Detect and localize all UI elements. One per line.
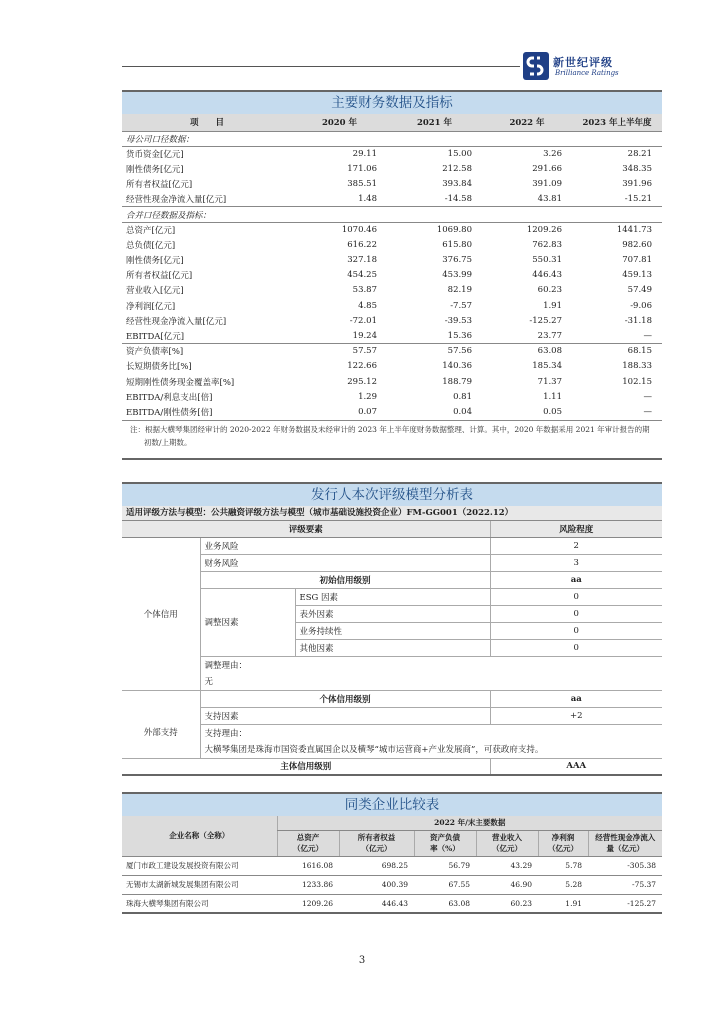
row-label: 净利润[亿元]: [126, 301, 176, 312]
table-row: [122, 161, 662, 176]
cell-value: -31.18: [624, 315, 652, 326]
table-row: [122, 588, 662, 605]
row-group-label: 外部支持: [122, 707, 200, 758]
cell-value: 82.19: [447, 285, 472, 296]
section-title: 发行人本次评级模型分析表: [122, 482, 662, 506]
cell-value: 385.51: [347, 179, 377, 190]
cell-value: 1070.46: [341, 224, 377, 235]
row-value: 大横琴集团是珠海市国资委直属国企以及横琴“城市运营商+产业发展商”，可获政府支持。: [200, 741, 662, 758]
column-header: 企业名称（全称）: [122, 816, 277, 856]
table-row: [122, 237, 662, 252]
brand-logo: [523, 52, 623, 82]
row-label: 经营性现金净流入量[亿元]: [126, 316, 227, 327]
cell-value: 71.37: [537, 376, 562, 387]
table-row: [122, 283, 662, 298]
table-row: [122, 741, 662, 758]
row-value: 无: [200, 673, 662, 690]
cell-value: 982.60: [622, 239, 652, 250]
cell-value: 56.79: [414, 856, 476, 875]
cell-value: 1209.26: [526, 224, 562, 235]
cell-value: 616.22: [347, 239, 377, 250]
row-label: 主体信用级别: [122, 758, 490, 775]
cell-value: -305.38: [588, 856, 662, 875]
cell-value: 57.57: [292, 344, 387, 359]
cell-value: 459.13: [622, 270, 652, 281]
cell-value: 185.34: [532, 361, 562, 372]
brand-name-cn: 新世纪评级: [553, 56, 613, 69]
cell-value: 23.77: [537, 330, 562, 341]
cell-value: -7.57: [450, 300, 472, 311]
row-value: 2: [490, 537, 662, 554]
cell-value: —: [643, 406, 652, 417]
row-label: 个体信用级别: [200, 690, 490, 707]
column-header: 经营性现金净流入 量（亿元）: [588, 830, 662, 856]
table-row: [122, 875, 662, 894]
cell-value: -14.58: [444, 194, 472, 205]
row-value: 0: [490, 622, 662, 639]
cell-value: 102.15: [622, 376, 652, 387]
column-group-header: 2022 年/末主要数据: [277, 816, 662, 830]
cell-value: 391.09: [532, 179, 562, 190]
financial-data-table: [122, 114, 662, 420]
cell-value: 19.24: [352, 330, 377, 341]
cell-value: 1.11: [543, 391, 562, 402]
peer-comparison-table: [122, 816, 662, 914]
row-label: EBITDA[亿元]: [126, 331, 185, 342]
cell-value: 453.99: [442, 270, 472, 281]
table-row: [122, 177, 662, 192]
cell-value: 53.87: [352, 285, 377, 296]
row-label: 刚性债务[亿元]: [126, 256, 184, 267]
financial-data-section: [122, 90, 662, 460]
cell-value: 1.91: [543, 300, 562, 311]
column-header: 总资产 （亿元）: [277, 830, 339, 856]
table-row: [122, 298, 662, 313]
table-note: [122, 420, 662, 458]
table-row: [122, 856, 662, 875]
cell-value: -39.53: [444, 315, 472, 326]
table-row: [122, 389, 662, 404]
column-header: 净利润 （亿元）: [538, 830, 588, 856]
row-label: 财务风险: [200, 554, 490, 571]
table-row: [122, 359, 662, 374]
cell-value: 454.25: [347, 270, 377, 281]
cell-value: 122.66: [347, 361, 377, 372]
row-label: ESG 因素: [295, 588, 490, 605]
row-label: 所有者权益[亿元]: [126, 180, 193, 191]
cell-value: 446.43: [339, 894, 414, 913]
table-row: [122, 724, 662, 741]
row-value: 0: [490, 588, 662, 605]
cell-value: —: [643, 330, 652, 341]
cell-value: -75.37: [588, 875, 662, 894]
table-row: [122, 571, 662, 588]
row-label: 总资产[亿元]: [126, 225, 176, 236]
row-label: 初始信用级别: [200, 571, 490, 588]
cell-value: 57.49: [627, 285, 652, 296]
cell-value: 1.29: [358, 391, 377, 402]
cell-value: 29.11: [352, 149, 377, 160]
column-header: 资产负债 率（%）: [414, 830, 476, 856]
cell-value: 393.84: [442, 179, 472, 190]
row-value: aa: [490, 571, 662, 588]
table-row: [122, 537, 662, 554]
row-label: 长短期债务比[%]: [126, 362, 192, 373]
group-header-row: [122, 207, 662, 222]
row-value: 0: [490, 639, 662, 656]
column-header: 2020 年: [292, 114, 387, 131]
cell-value: 391.96: [622, 179, 652, 190]
row-label: 所有者权益[亿元]: [126, 271, 193, 282]
rating-model-section: [122, 482, 662, 776]
row-value: AAA: [490, 758, 662, 775]
row-label: 经营性现金净流入量[亿元]: [126, 195, 227, 206]
cell-value: 60.23: [537, 285, 562, 296]
table-row: [122, 268, 662, 283]
cell-value: 57.56: [387, 344, 482, 359]
table-row: [122, 673, 662, 690]
row-label: 支持因素: [200, 707, 490, 724]
rating-model-table: [122, 521, 662, 776]
table-header-row: [122, 816, 662, 830]
cell-value: 46.90: [476, 875, 538, 894]
row-label: EBITDA/刚性债务[倍]: [126, 407, 213, 418]
cell-value: 3.26: [543, 149, 562, 160]
section-title: 同类企业比较表: [122, 792, 662, 816]
row-label: 货币资金[亿元]: [126, 150, 184, 161]
cell-value: 188.33: [622, 361, 652, 372]
row-label: 其他因素: [295, 639, 490, 656]
peer-comparison-section: [122, 792, 662, 914]
cell-value: 43.29: [476, 856, 538, 875]
cell-value: 28.21: [627, 149, 652, 160]
row-label: 刚性债务[亿元]: [126, 164, 184, 175]
cell-value: 4.85: [358, 300, 377, 311]
column-header: 营业收入 （亿元）: [476, 830, 538, 856]
table-header-row: [122, 521, 662, 537]
cell-value: 376.75: [442, 255, 472, 266]
cell-value: 1233.86: [277, 875, 339, 894]
row-label: 业务风险: [200, 537, 490, 554]
company-name: 厦门市政工建设发展投资有限公司: [122, 856, 277, 875]
table-row: [122, 690, 662, 707]
table-row: [122, 656, 662, 673]
cell-value: 0.81: [453, 391, 472, 402]
column-header: 所有者权益 （亿元）: [339, 830, 414, 856]
cell-value: 446.43: [532, 270, 562, 281]
table-header-row: [122, 114, 662, 131]
cell-value: 1.91: [538, 894, 588, 913]
table-row: [122, 146, 662, 161]
cell-value: 762.83: [532, 239, 562, 250]
cell-value: -125.27: [588, 894, 662, 913]
cell-value: -125.27: [529, 315, 562, 326]
cell-value: 188.79: [442, 376, 472, 387]
cell-value: 707.81: [622, 255, 652, 266]
cell-value: 67.55: [414, 875, 476, 894]
section-title: 主要财务数据及指标: [122, 90, 662, 114]
cell-value: 212.58: [442, 163, 472, 174]
row-label: EBITDA/利息支出[倍]: [126, 392, 213, 403]
column-header: 风险程度: [490, 521, 662, 537]
row-label: 资产负债率[%]: [122, 344, 292, 359]
row-value: 3: [490, 554, 662, 571]
cell-value: 0.04: [453, 406, 472, 417]
note-line: 初数/上期数。: [144, 437, 192, 447]
row-label: 总负债[亿元]: [126, 240, 176, 251]
cell-value: 60.23: [476, 894, 538, 913]
group-header-row: [122, 131, 662, 146]
cell-value: 1209.26: [277, 894, 339, 913]
column-header: 2022 年: [482, 114, 572, 131]
row-label: 短期刚性债务现金覆盖率[%]: [126, 377, 235, 388]
table-row: [122, 313, 662, 328]
table-row: [122, 554, 662, 571]
table-row: [122, 344, 662, 359]
cell-value: -9.06: [630, 300, 652, 311]
row-label: 业务持续性: [295, 622, 490, 639]
cell-value: 0.05: [543, 406, 562, 417]
cell-value: -72.01: [349, 315, 377, 326]
cell-value: 43.81: [537, 194, 562, 205]
cell-value: 15.00: [447, 149, 472, 160]
rating-method: 适用评级方法与模型：公共融资评级方法与模型（城市基础设施投资企业）FM-GG001（2022.12）: [122, 506, 662, 521]
cell-value: 698.25: [339, 856, 414, 875]
table-row: [122, 758, 662, 775]
cell-value: 68.15: [572, 344, 662, 359]
table-row: [122, 894, 662, 913]
company-name: 珠海大横琴集团有限公司: [122, 894, 277, 913]
row-value: 0: [490, 605, 662, 622]
row-label: 表外因素: [295, 605, 490, 622]
brand-logo-icon: [523, 52, 549, 80]
column-header: 2023 年上半年度: [572, 114, 662, 131]
page-number: 3: [358, 955, 366, 966]
cell-value: 63.08: [414, 894, 476, 913]
cell-value: 1.48: [358, 194, 377, 205]
row-label: 支持理由：: [200, 724, 662, 741]
row-value: +2: [490, 707, 662, 724]
cell-value: 295.12: [347, 376, 377, 387]
column-header: 项 目: [122, 114, 292, 131]
column-header: 评级要素: [122, 521, 490, 537]
cell-value: 171.06: [347, 163, 377, 174]
cell-value: 63.08: [482, 344, 572, 359]
cell-value: 550.31: [532, 255, 562, 266]
note-line: 注：根据大横琴集团经审计的 2020-2022 年财务数据及未经审计的 2023 年上半年度财务数据整理、计算。其中，2020 年数据采用 2021 年审计报告的期: [130, 424, 650, 434]
cell-value: —: [643, 391, 652, 402]
cell-value: 15.36: [447, 330, 472, 341]
row-group-label: 调整因素: [200, 588, 295, 656]
cell-value: 1069.80: [436, 224, 472, 235]
cell-value: 615.80: [442, 239, 472, 250]
group-label: 母公司口径数据：: [122, 131, 662, 146]
brand-name-en: Brilliance Ratings: [555, 69, 619, 77]
cell-value: -15.21: [624, 194, 652, 205]
group-label: 合并口径数据及指标：: [122, 207, 662, 222]
cell-value: 140.36: [442, 361, 472, 372]
cell-value: 1441.73: [616, 224, 652, 235]
cell-value: 327.18: [347, 255, 377, 266]
table-row: [122, 707, 662, 724]
row-value: aa: [490, 690, 662, 707]
cell-value: 5.78: [538, 856, 588, 875]
table-row: [122, 222, 662, 237]
row-label: 营业收入[亿元]: [126, 286, 184, 297]
table-row: [122, 404, 662, 419]
cell-value: 1616.08: [277, 856, 339, 875]
section-end-rule: [122, 458, 662, 460]
company-name: 无锡市太湖新城发展集团有限公司: [122, 875, 277, 894]
cell-value: 0.07: [358, 406, 377, 417]
cell-value: 400.39: [339, 875, 414, 894]
table-row: [122, 253, 662, 268]
table-row: [122, 374, 662, 389]
column-header: 2021 年: [387, 114, 482, 131]
header-rule: [122, 66, 520, 67]
table-row: [122, 328, 662, 343]
table-row: [122, 192, 662, 207]
row-group-label: 个体信用: [122, 537, 200, 690]
cell-value: 291.66: [532, 163, 562, 174]
row-label: 调整理由：: [200, 656, 662, 673]
cell-value: 348.35: [622, 163, 652, 174]
cell-value: 5.28: [538, 875, 588, 894]
